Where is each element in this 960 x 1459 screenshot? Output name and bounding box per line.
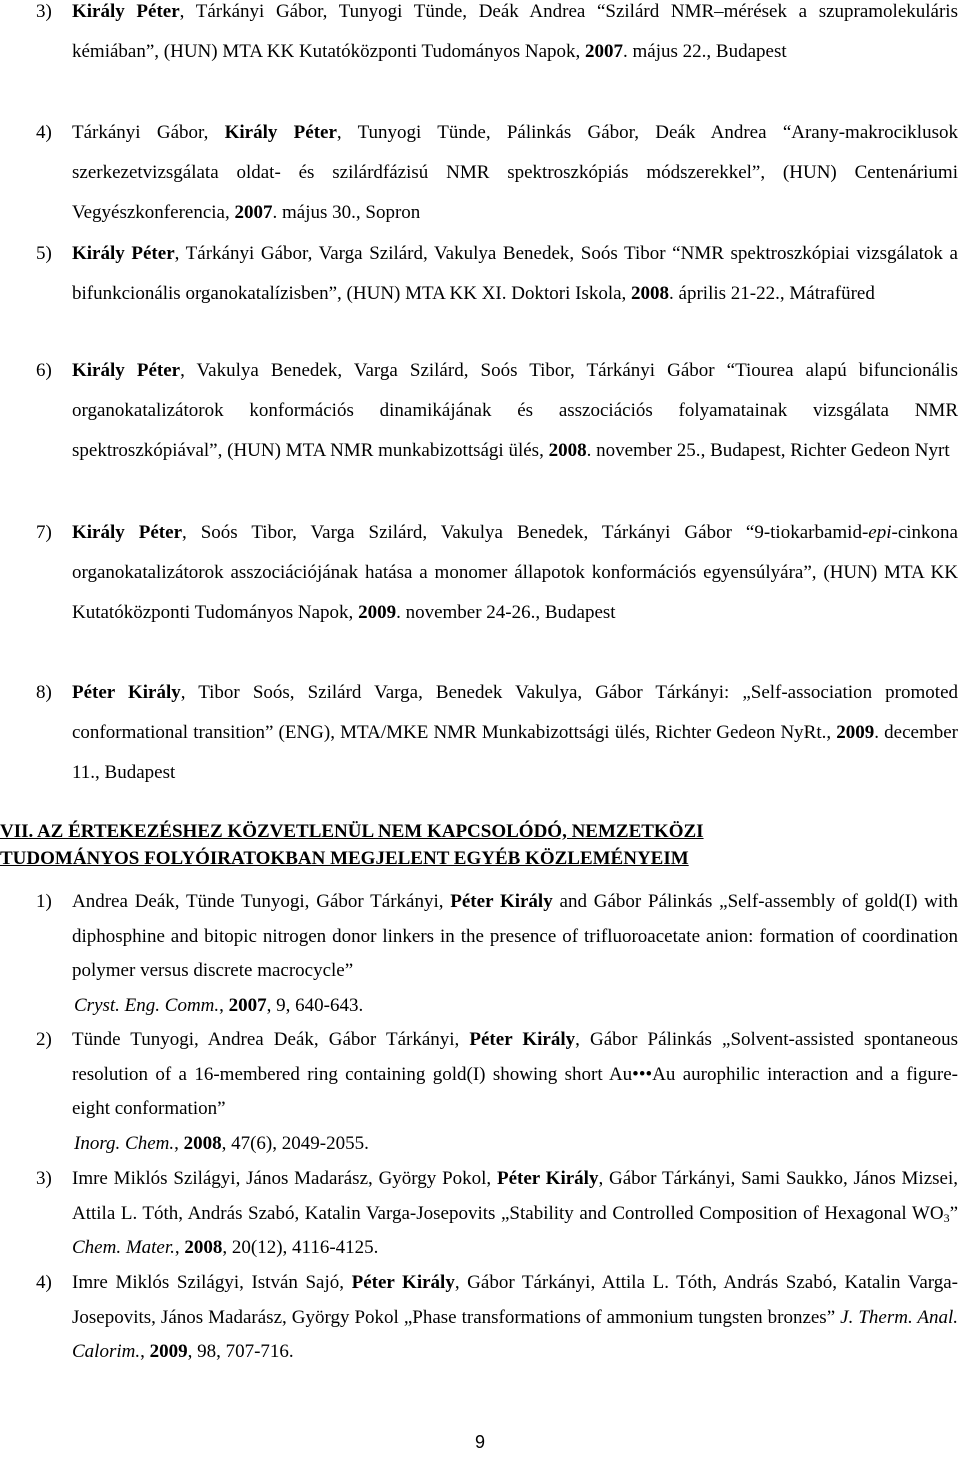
year: 2008 <box>548 440 587 461</box>
item-text: Király Péter, Vakulya Benedek, Varga Szilárd, Soós Tibor, Tárkányi Gábor “Tiourea alapú bifuncionális organokatalizátorok konformációs dinamikájának és asszociációs folyamatainak vizsgálata NMR spektroszkópiával”, (HUN) MTA NMR munkabizottsági ülés, 2008. november 25., Budapest, Richter Gedeon Nyrt <box>72 360 958 461</box>
year: 2009 <box>149 1341 188 1362</box>
author-highlight: Péter Király <box>469 1029 576 1050</box>
item-text: Imre Miklós Szilágyi, István Sajó, Péter Király, Gábor Tárkányi, Attila L. Tóth, András Szabó, Katalin Varga-Josepovits, János Madarász, György Pokol „Phase transformations of ammonium tungsten bronzes” J. Therm. Anal. Calorim., 2009, 98, 707-716. <box>72 1272 959 1362</box>
list-item <box>36 234 958 314</box>
list-item <box>36 0 958 72</box>
item-number: 3) <box>36 1 52 22</box>
year: 2007 <box>585 41 624 62</box>
page-number: 9 <box>474 1432 485 1452</box>
list-item <box>36 1023 958 1161</box>
item-number: 7) <box>36 522 52 543</box>
subscript: 3 <box>943 1210 950 1225</box>
item-number: 4) <box>36 122 52 143</box>
item-text: Andrea Deák, Tünde Tunyogi, Gábor Tárkányi, Péter Király and Gábor Pálinkás „Self-assembly of gold(I) with diphosphine and bitopic nitrogen donor linkers in the presence of trifluoroacetate anion: formation of coordination polymer versus discrete macrocycle” Cryst. Eng. Comm., 2007, 9, 640-643. <box>72 885 958 1023</box>
list-item <box>36 1162 958 1266</box>
author-highlight: Péter Király <box>450 891 553 912</box>
journal-name: Cryst. Eng. Comm. <box>74 994 220 1016</box>
list-item <box>36 513 958 633</box>
year: 2008 <box>631 283 670 304</box>
item-text: Tünde Tunyogi, Andrea Deák, Gábor Tárkányi, Péter Király, Gábor Pálinkás „Solvent-assisted spontaneous resolution of a 16-membered ring containing gold(I) showing short Au•••Au aurophilic interaction and a figure-eight conformation” Inorg. Chem., 2008, 47(6), 2049-2055. <box>72 1023 958 1161</box>
item-text: Király Péter, Tárkányi Gábor, Tunyogi Tünde, Deák Andrea “Szilárd NMR–mérések a szupramolekuláris kémiában”, (HUN) MTA KK Kutatóközponti Tudományos Napok, 2007. május 22., Budapest <box>72 1 958 62</box>
list-item <box>36 351 958 471</box>
author-highlight: Péter Király <box>496 1168 599 1189</box>
list-item <box>36 673 958 793</box>
item-number: 8) <box>36 682 52 703</box>
item-text: Imre Miklós Szilágyi, János Madarász, György Pokol, Péter Király, Gábor Tárkányi, Sami Saukko, János Mizsei, Attila L. Tóth, András Szabó, Katalin Varga-Josepovits „Stability and Controlled Composition of Hexagonal $WO_3$” Chem. Mater., 2008, 20(12), 4116-4125. <box>72 1168 958 1258</box>
author-highlight: Király Péter <box>72 522 182 543</box>
author-highlight: Péter Király <box>72 682 181 703</box>
section-heading: VII. AZ ÉRTEKEZÉSHEZ KÖZVETLENÜL NEM KAPCSOLÓDÓ, NEMZETKÖZI TUDOMÁNYOS FOLYÓIRATOKBAN MEGJELENT EGYÉB KÖZLEMÉNYEIM <box>0 821 704 869</box>
list-item <box>36 885 958 1023</box>
author-highlight: Király Péter <box>224 122 337 143</box>
year: 2009 <box>836 722 875 743</box>
item-number: 4) <box>36 1272 52 1293</box>
author-highlight: Király Péter <box>72 360 181 381</box>
item-number: 3) <box>36 1168 52 1189</box>
journal-name: J. Therm. Anal. Calorim. <box>72 1306 958 1362</box>
year: 2007 <box>228 994 267 1016</box>
item-number: 6) <box>36 360 52 381</box>
item-number: 5) <box>36 243 52 264</box>
item-number: 2) <box>36 1029 52 1050</box>
author-highlight: Király Péter <box>72 243 175 264</box>
list-item <box>36 1266 958 1370</box>
journal-reference: Inorg. Chem., 2008, 47(6), 2049-2055. <box>74 1132 369 1154</box>
journal-name: Inorg. Chem. <box>74 1132 175 1154</box>
year: 2009 <box>358 602 397 623</box>
year: 2007 <box>234 202 273 223</box>
author-highlight: Király Péter <box>72 1 180 22</box>
list-item <box>36 113 958 233</box>
year: 2008 <box>184 1237 223 1258</box>
item-text: Király Péter, Tárkányi Gábor, Varga Szilárd, Vakulya Benedek, Soós Tibor “NMR spektroszkópiai vizsgálatok a bifunkcionális organokatalízisben”, (HUN) MTA KK XI. Doktori Iskola, 2008. április 21-22., Mátrafüred <box>72 243 958 304</box>
journal-name: Chem. Mater. <box>72 1237 175 1258</box>
item-text: Péter Király, Tibor Soós, Szilárd Varga, Benedek Vakulya, Gábor Tárkányi: „Self-association promoted conformational transition” (ENG), MTA/MKE NMR Munkabizottsági ülés, Richter Gedeon NyRt., 2009. december 11., Budapest <box>72 682 958 783</box>
journal-reference: Cryst. Eng. Comm., 2007, 9, 640-643. <box>74 994 364 1016</box>
author-highlight: Péter Király <box>351 1272 455 1293</box>
item-number: 1) <box>36 891 52 912</box>
item-text: Király Péter, Soós Tibor, Varga Szilárd, Vakulya Benedek, Tárkányi Gábor “9-tiokarbamid-epi-cinkona organokatalizátorok asszociációjának hatása a monomer állapotok konformációs egyensúlyára”, (HUN) MTA KK Kutatóközponti Tudományos Napok, 2009. november 24-26., Budapest <box>72 522 958 623</box>
year: 2008 <box>183 1132 222 1154</box>
item-text: Tárkányi Gábor, Király Péter, Tunyogi Tünde, Pálinkás Gábor, Deák Andrea “Arany-makrociklusok szerkezetvizsgálata oldat- és szilárdfázisú NMR spektroszkópiás módszerekkel”, (HUN) Centenáriumi Vegyészkonferencia, 2007. május 30., Sopron <box>72 122 958 223</box>
